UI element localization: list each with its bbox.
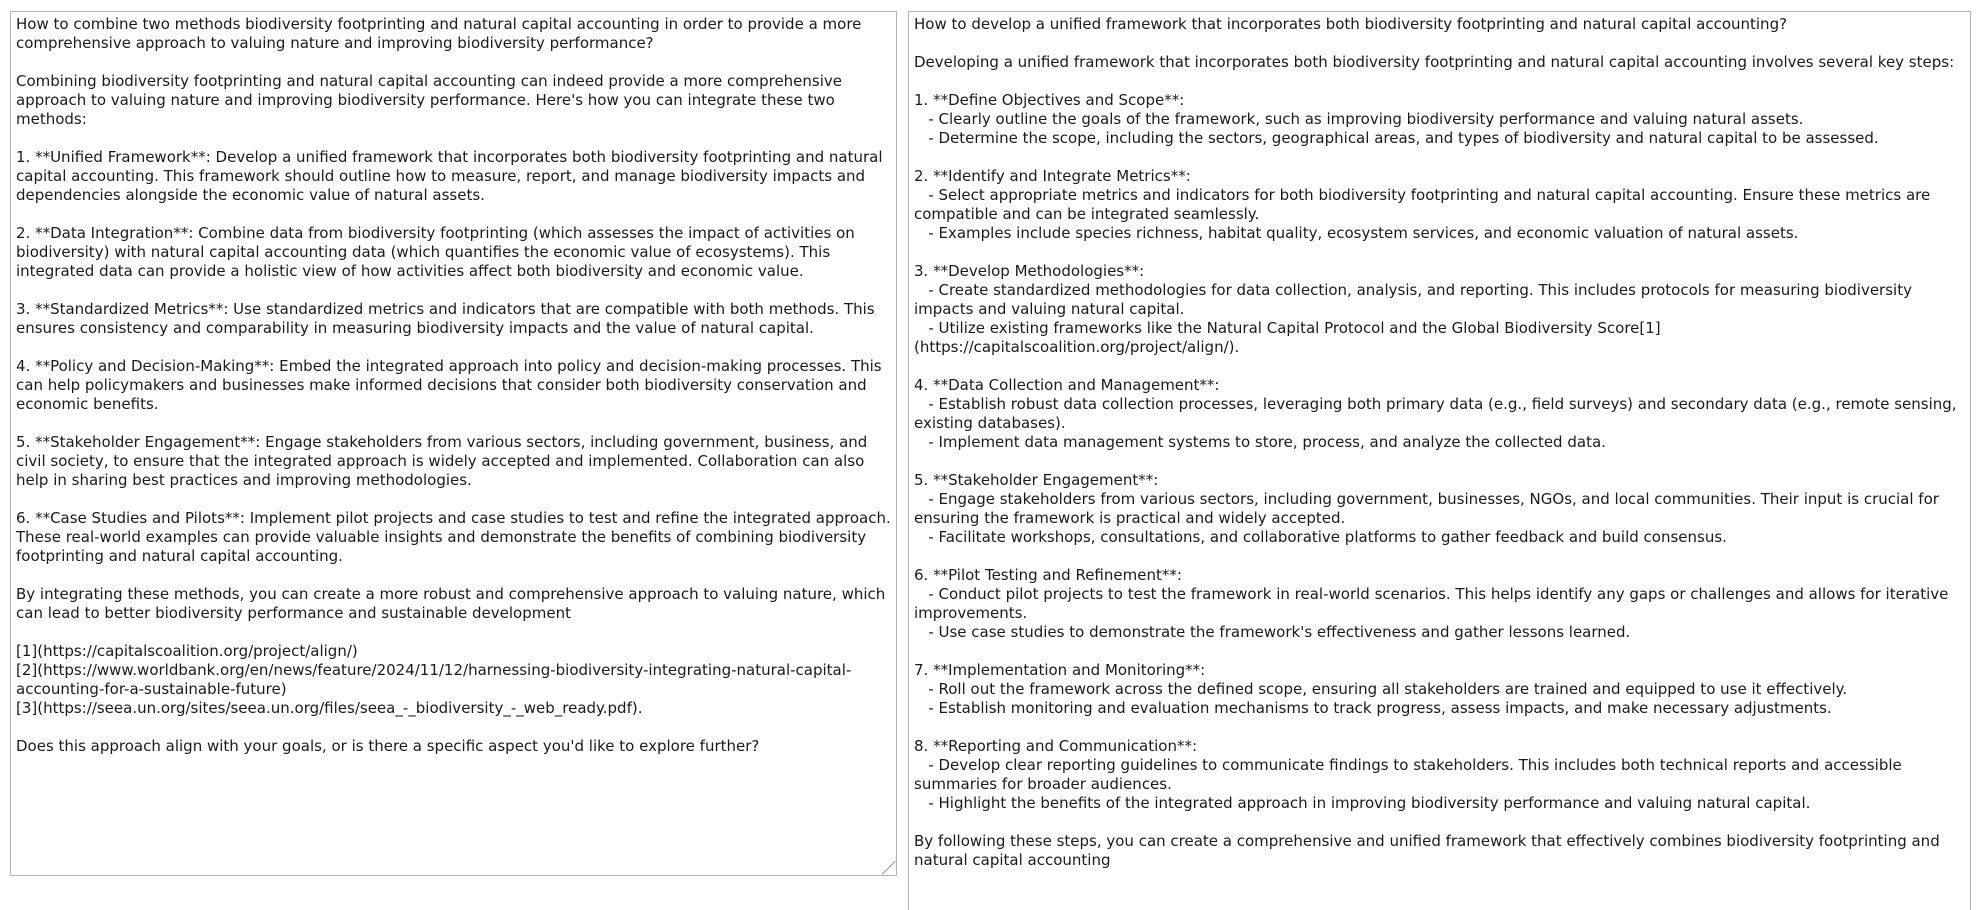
left-text-area[interactable] [10, 11, 897, 876]
right-text-content[interactable]: How to develop a unified framework that incorporates both biodiversity footprinting and natural capital accounting? Developing a unified framework that incorporates both biodiversity footprinting and natural capital accounting involves several key steps: 1. **Define Objectives and Scope**: - Clearly outline the goals of the framework, such as improving biodiversity performance and valuing natural assets. - Determine the scope, including the sectors, geographical areas, and types of biodiversity and natural capital to be assessed. 2. **Identify and Integrate Metrics**: - Select appropriate metrics and indicators for both biodiversity footprinting and natural capital accounting. Ensure these metrics are compatible and can be integrated seamlessly. - Examples include species richness, habitat quality, ecosystem services, and economic valuation of natural assets. 3. **Develop Methodologies**: - Create standardized methodologies for data collection, analysis, and reporting. This includes protocols for measuring biodiversity impacts and valuing natural capital. - Utilize existing frameworks like the Natural Capital Protocol and the Global Biodiversity Score[1](https://capitalscoalition.org/project/align/). 4. **Data Collection and Management**: - Establish robust data collection processes, leveraging both primary data (e.g., field surveys) and secondary data (e.g., remote sensing, existing databases). - Implement data management systems to store, process, and analyze the collected data. 5. **Stakeholder Engagement**: - Engage stakeholders from various sectors, including government, businesses, NGOs, and local communities. Their input is crucial for ensuring the framework is practical and widely accepted. - Facilitate workshops, consultations, and collaborative platforms to gather feedback and build consensus. 6. **Pilot Testing and Refinement**: - Conduct pilot projects to test the framework in real-world scenarios. This helps identify any gaps or challenges and allows for iterative improvements. - Use case studies to demonstrate the framework's effectiveness and gather lessons learned. 7. **Implementation and Monitoring**: - Roll out the framework across the defined scope, ensuring all stakeholders are trained and equipped to use it effectively. - Establish monitoring and evaluation mechanisms to track progress, assess impacts, and make necessary adjustments. 8. **Reporting and Communication**: - Develop clear reporting guidelines to communicate findings to stakeholders. This includes both technical reports and accessible summaries for broader audiences. - Highlight the benefits of the integrated approach in improving biodiversity performance and valuing natural capital. By following these steps, you can create a comprehensive and unified framework that effectively combines biodiversity footprinting and natural capital accounting [914, 15, 1957, 869]
resize-handle-icon[interactable] [882, 861, 896, 875]
left-text-content[interactable]: How to combine two methods biodiversity footprinting and natural capital accounting in order to provide a more comprehensive approach to valuing nature and improving biodiversity performance? Combining biodiversity footprinting and natural capital accounting can indeed provide a more comprehensive approach to valuing nature and improving biodiversity performance. Here's how you can integrate these two methods: 1. **Unified Framework**: Develop a unified framework that incorporates both biodiversity footprinting and natural capital accounting. This framework should outline how to measure, report, and manage biodiversity impacts and dependencies alongside the economic value of natural assets. 2. **Data Integration**: Combine data from biodiversity footprinting (which assesses the impact of activities on biodiversity) with natural capital accounting data (which quantifies the economic value of ecosystems). This integrated data can provide a holistic view of how activities affect both biodiversity and economic value. 3. **Standardized Metrics**: Use standardized metrics and indicators that are compatible with both methods. This ensures consistency and comparability in measuring biodiversity impacts and the value of natural capital. 4. **Policy and Decision-Making**: Embed the integrated approach into policy and decision-making processes. This can help policymakers and businesses make informed decisions that consider both biodiversity conservation and economic benefits. 5. **Stakeholder Engagement**: Engage stakeholders from various sectors, including government, business, and civil society, to ensure that the integrated approach is widely accepted and implemented. Collaboration can also help in sharing best practices and improving methodologies. 6. **Case Studies and Pilots**: Implement pilot projects and case studies to test and refine the integrated approach. These real-world examples can provide valuable insights and demonstrate the benefits of combining biodiversity footprinting and natural capital accounting. By integrating these methods, you can create a more robust and comprehensive approach to valuing nature, which can lead to better biodiversity performance and sustainable development [1](https://capitalscoalition.org/project/align/) [2](https://www.worldbank.org/en/news/feature/2024/11/12/harnessing-biodiversity-integrating-natural-capital-accounting-for-a-sustainable-future) [3](https://seea.un.org/sites/seea.un.org/files/seea_-_biodiversity_-_web_ready.pdf). Does this approach align with your goals, or is there a specific aspect you'd like to explore further? [16, 15, 891, 755]
right-text-area[interactable] [908, 11, 1971, 910]
